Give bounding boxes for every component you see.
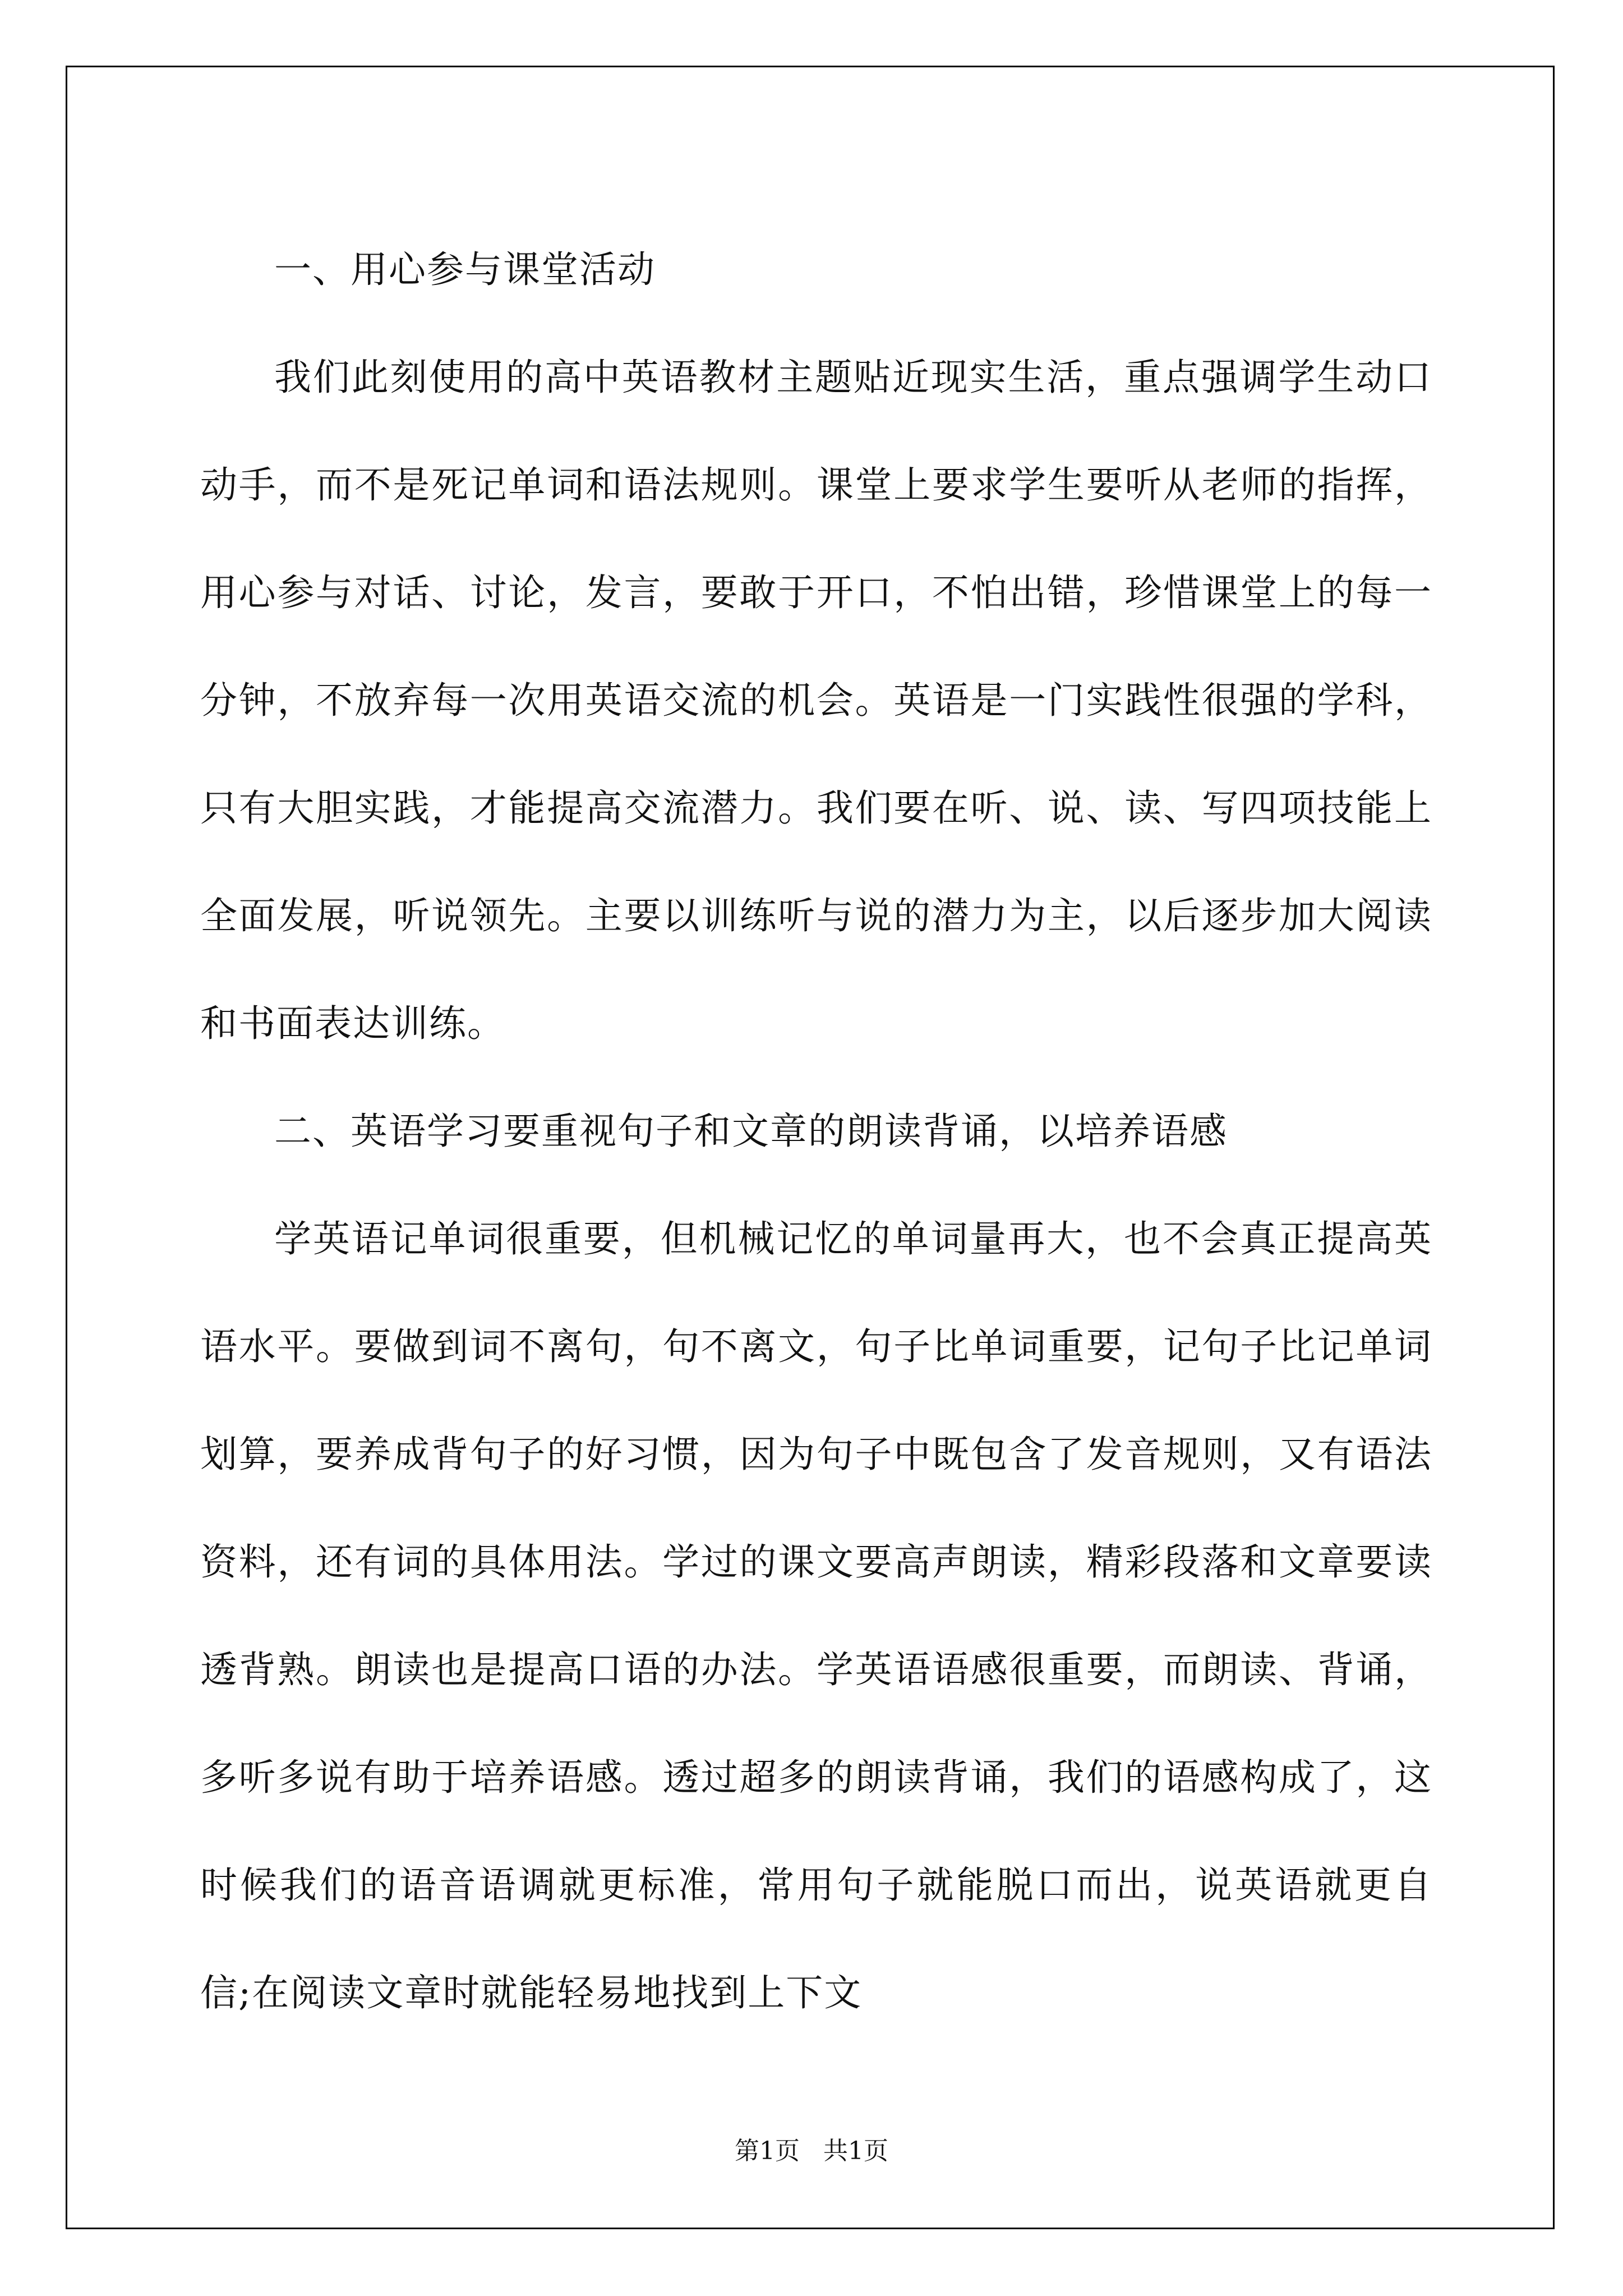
section-heading-1: 一、用心参与课堂活动 <box>274 248 656 291</box>
body-paragraph-2: 学英语记单词很重要，但机械记忆的单词量再大，也不会真正提高英语水平。要做到词不离句，句不离文，句子比单词重要，记句子比记单词划算，要养成背句子的好习惯，因为句子中既包含了发音规则，又有语法资料，还有词的具体用法。学过的课文要高声朗读，精彩段落和文章要读透背熟。朗读也是提高口语的办法。学英语语感很重要，而朗读、背诵，多听多说有助于培养语感。透过超多的朗读背诵，我们的语感构成了，这时候我们的语音语调就更标准，常用句子就能脱口而出，说英语就更自信;在阅读文章时就能轻易地找到上下文 <box>200 1217 1432 2014</box>
section-heading-2: 二、英语学习要重视句子和文章的朗读背诵，以培养语感 <box>274 1110 1228 1153</box>
page-count: 共1页 <box>823 2137 888 2165</box>
page-footer <box>0 2131 1623 2166</box>
document-body <box>200 216 1432 2047</box>
page-number: 第1页 <box>735 2137 800 2165</box>
body-paragraph-1: 我们此刻使用的高中英语教材主题贴近现实生活，重点强调学生动口动手，而不是死记单词和语法规则。课堂上要求学生要听从老师的指挥，用心参与对话、讨论，发言，要敢于开口，不怕出错，珍惜课堂上的每一分钟，不放弃每一次用英语交流的机会。英语是一门实践性很强的学科，只有大胆实践，才能提高交流潜力。我们要在听、说、读、写四项技能上全面发展，听说领先。主要以训练听与说的潜力为主，以后逐步加大阅读和书面表达训练。 <box>200 356 1432 1045</box>
